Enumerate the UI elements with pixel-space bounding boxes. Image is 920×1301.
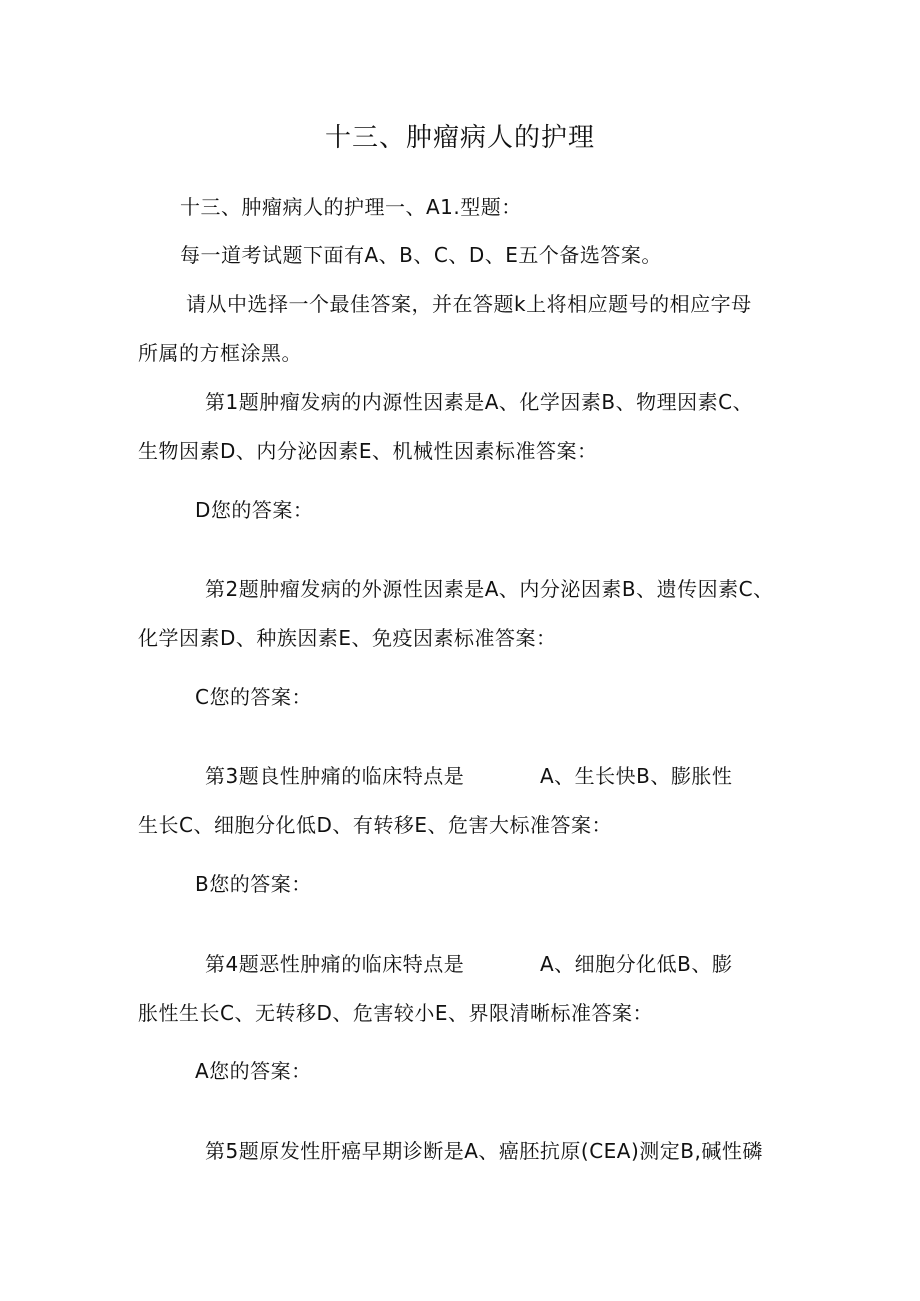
intro-line-3: 请从中选择一个最佳答案，并在答题k上将相应题号的相应字母 (186, 292, 752, 316)
intro-line-1: 十三、肿瘤病人的护理一、A1.型题： (180, 195, 522, 219)
page-title: 十三、肿瘤病人的护理 (324, 123, 595, 153)
question-5-line-1: 第5题原发性肝癌早期诊断是A、癌胚抗原(CEA)测定B,碱性磷 (205, 1139, 763, 1163)
question-3-line-2: 生长C、细胞分化低D、有转移E、危害大标准答案： (138, 813, 613, 837)
question-1-answer: D您的答案： (195, 498, 314, 522)
question-2-line-2: 化学因素D、种族因素E、免疫因素标准答案： (138, 626, 557, 650)
question-3-line-1a: 第3题良性肿痛的临床特点是 (205, 764, 465, 788)
question-2-answer: C您的答案： (195, 685, 312, 709)
question-4-line-1a: 第4题恶性肿痛的临床特点是 (205, 952, 465, 976)
intro-line-2: 每一道考试题下面有A、B、C、D、E五个备选答案。 (180, 243, 662, 267)
question-4-answer: A您的答案： (195, 1059, 312, 1083)
question-1-line-1: 第1题肿瘤发病的内源性因素是A、化学因素B、物理因素C、 (205, 390, 754, 414)
intro-line-4: 所属的方框涂黑。 (138, 341, 302, 365)
question-4-line-1b: A、细胞分化低B、膨 (540, 952, 733, 976)
question-1-line-2: 生物因素D、内分泌因素E、机械性因素标准答案： (138, 439, 598, 463)
question-2-line-1: 第2题肿瘤发病的外源性因素是A、内分泌因素B、遗传因素C、 (205, 577, 774, 601)
question-4-line-2: 胀性生长C、无转移D、危害较小E、界限清晰标准答案： (138, 1001, 654, 1025)
question-3-line-1b: A、生长快B、膨胀性 (540, 764, 733, 788)
question-3-answer: B您的答案： (195, 872, 312, 896)
